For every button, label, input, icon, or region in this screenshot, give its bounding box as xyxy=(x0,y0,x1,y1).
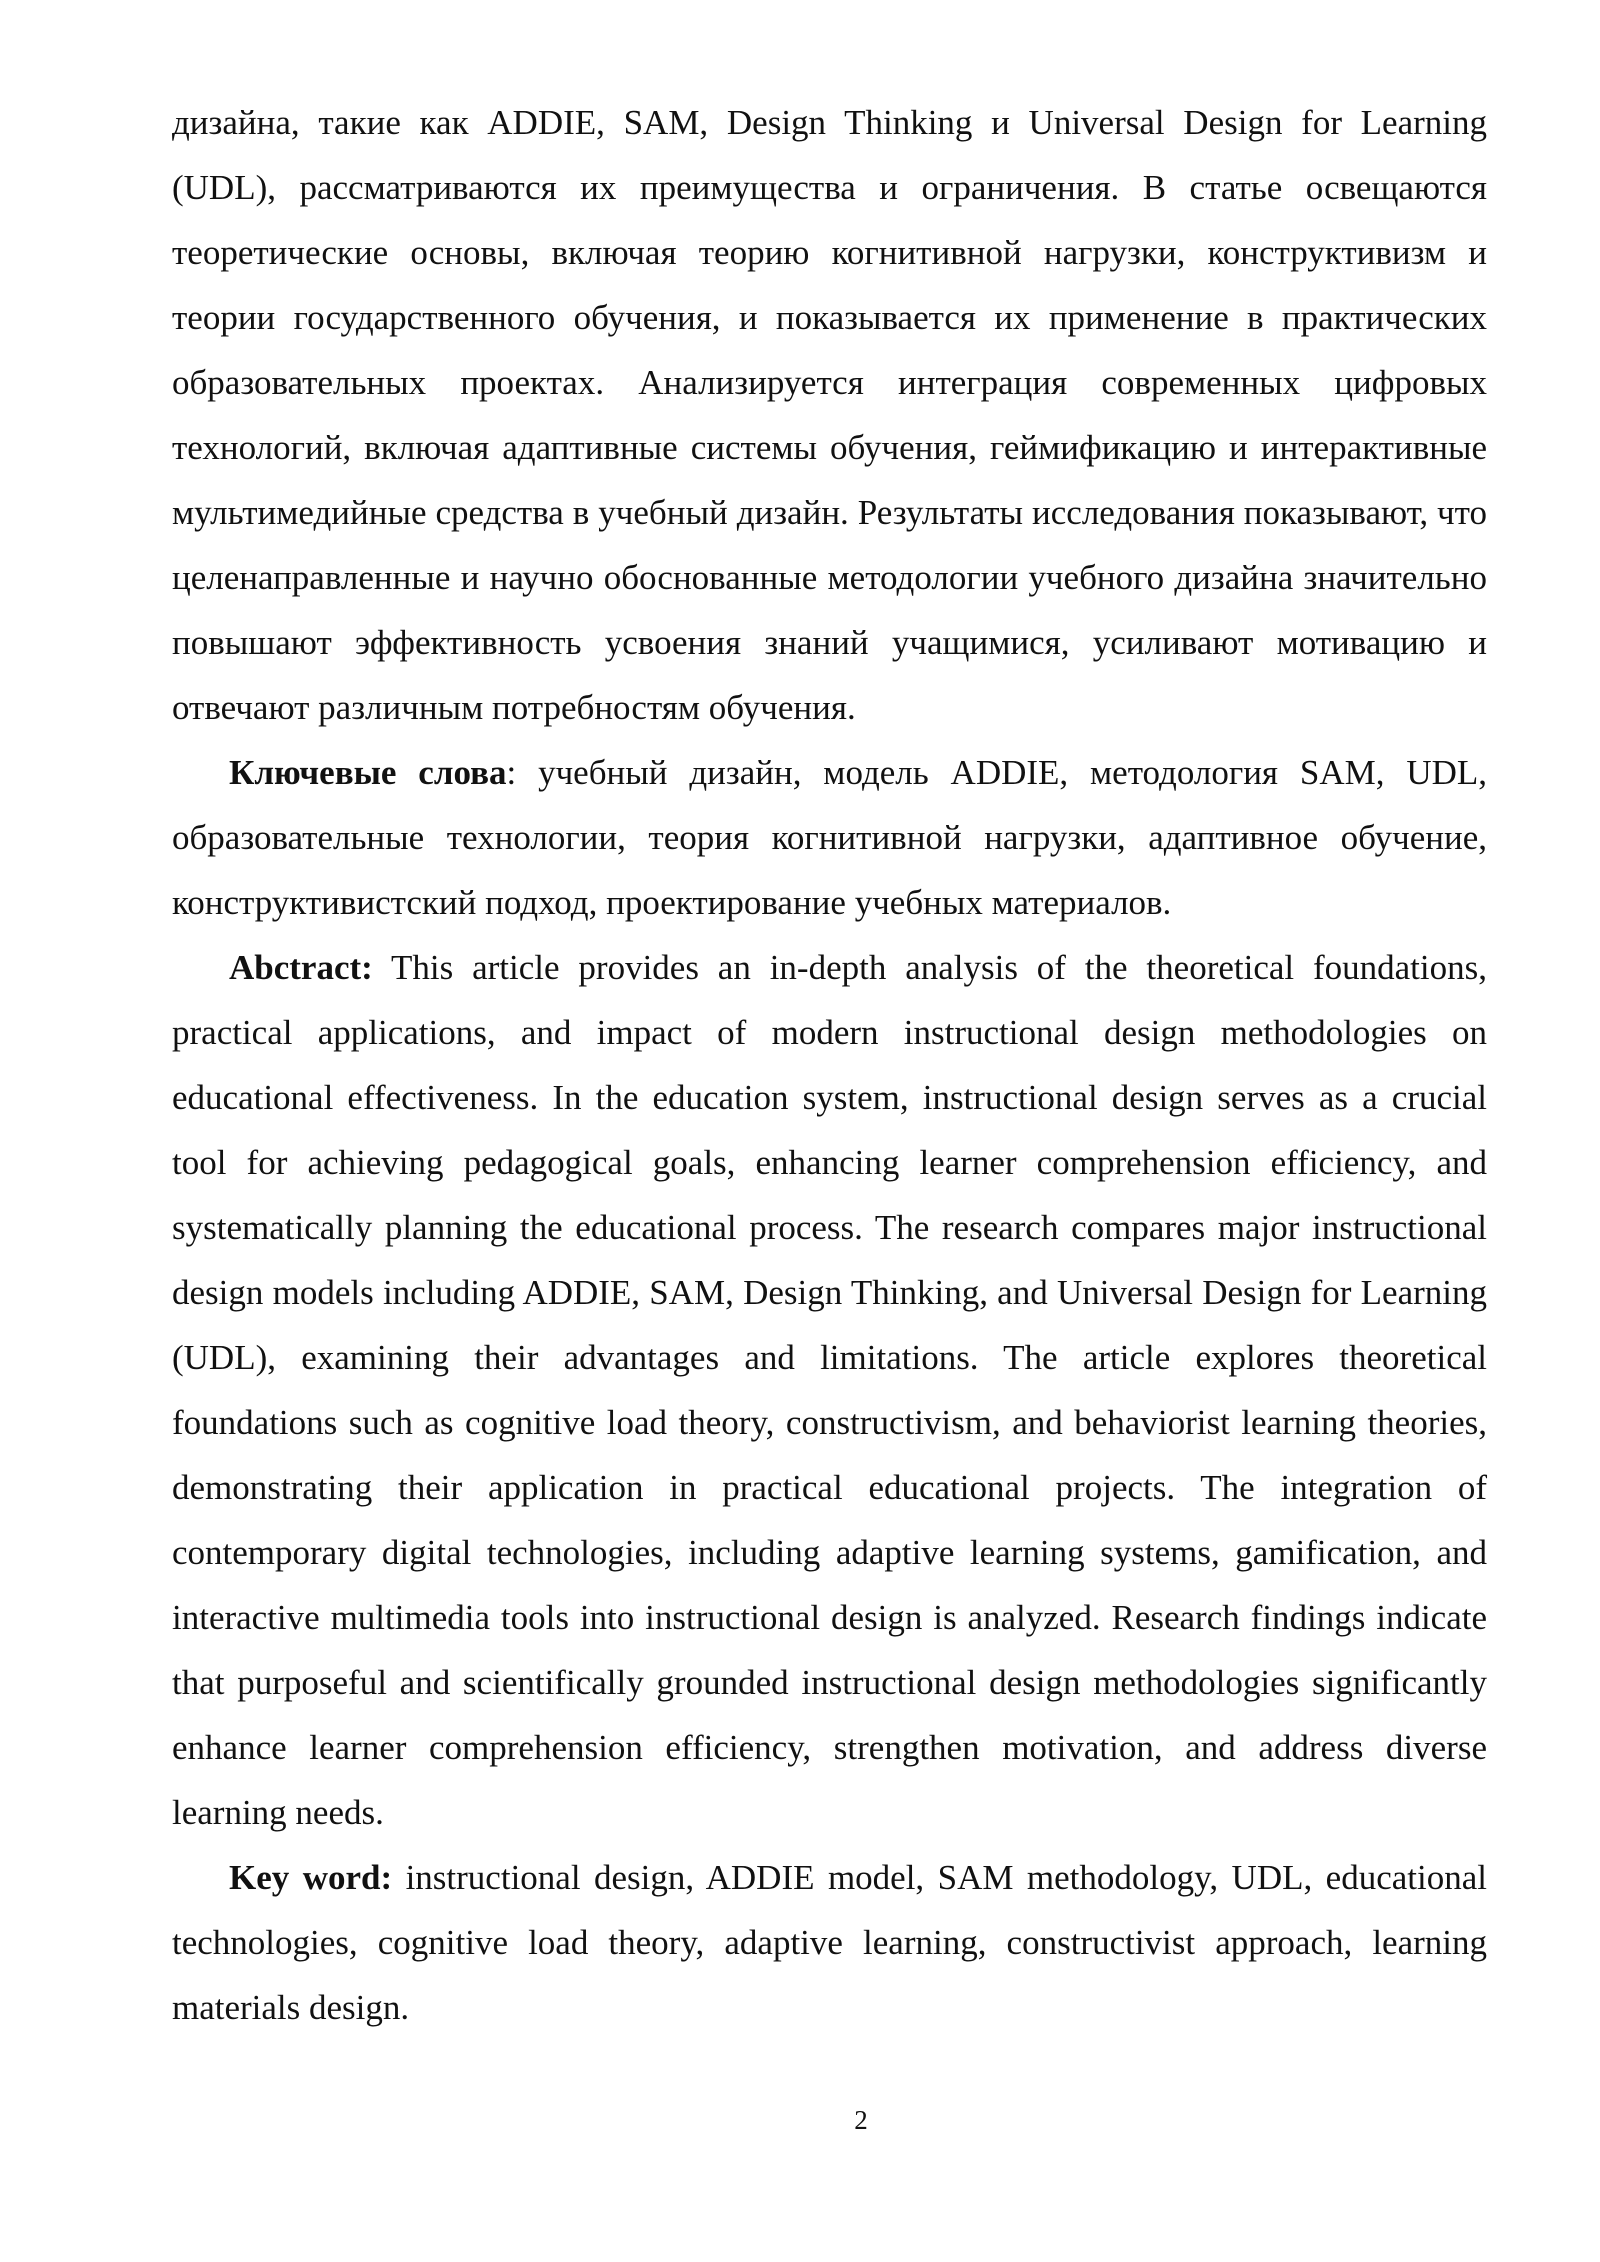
keywords-en-text: instructional design, ADDIE model, SAM methodology, UDL, educational technologies, cognitive load theory, adaptive learning, constructivist approach, learning materials design. xyxy=(172,1858,1487,2027)
keywords-en-paragraph xyxy=(172,1845,1487,2040)
abstract-en-label: Abctract: xyxy=(229,948,373,987)
keywords-ru-text: : учебный дизайн, модель ADDIE, методология SAM, UDL, образовательные технологии, теория когнитивной нагрузки, адаптивное обучение, конструктивистский подход, проектирование учебных материалов. xyxy=(172,753,1487,922)
keywords-ru-paragraph xyxy=(172,740,1487,935)
page-number: 2 xyxy=(854,2105,868,2135)
keywords-en-label: Key word: xyxy=(229,1858,393,1897)
document-page xyxy=(172,90,1487,2040)
intro-paragraph: дизайна, такие как ADDIE, SAM, Design Thinking и Universal Design for Learning (UDL), рассматриваются их преимущества и ограничения. В статье освещаются теоретические основы, включая теорию когнитивной нагрузки, конструктивизм и теории государственного обучения, и показывается их применение в практических образовательных проектах. Анализируется интеграция современных цифровых технологий, включая адаптивные системы обучения, геймификацию и интерактивные мультимедийные средства в учебный дизайн. Результаты исследования показывают, что целенаправленные и научно обоснованные методологии учебного дизайна значительно повышают эффективность усвоения знаний учащимися, усиливают мотивацию и отвечают различным потребностям обучения. xyxy=(172,103,1487,727)
abstract-en-paragraph xyxy=(172,935,1487,1845)
keywords-ru-label: Ключевые слова xyxy=(229,753,507,792)
abstract-en-text: This article provides an in-depth analysis of the theoretical foundations, practical applications, and impact of modern instructional design methodologies on educational effectiveness. In the education system, instructional design serves as a crucial tool for achieving pedagogical goals, enhancing learner comprehension efficiency, and systematically planning the educational process. The research compares major instructional design models including ADDIE, SAM, Design Thinking, and Universal Design for Learning (UDL), examining their advantages and limitations. The article explores theoretical foundations such as cognitive load theory, constructivism, and behaviorist learning theories, demonstrating their application in practical educational projects. The integration of contemporary digital technologies, including adaptive learning systems, gamification, and interactive multimedia tools into instructional design is analyzed. Research findings indicate that purposeful and scientifically grounded instructional design methodologies significantly enhance learner comprehension efficiency, strengthen motivation, and address diverse learning needs. xyxy=(172,948,1487,1832)
